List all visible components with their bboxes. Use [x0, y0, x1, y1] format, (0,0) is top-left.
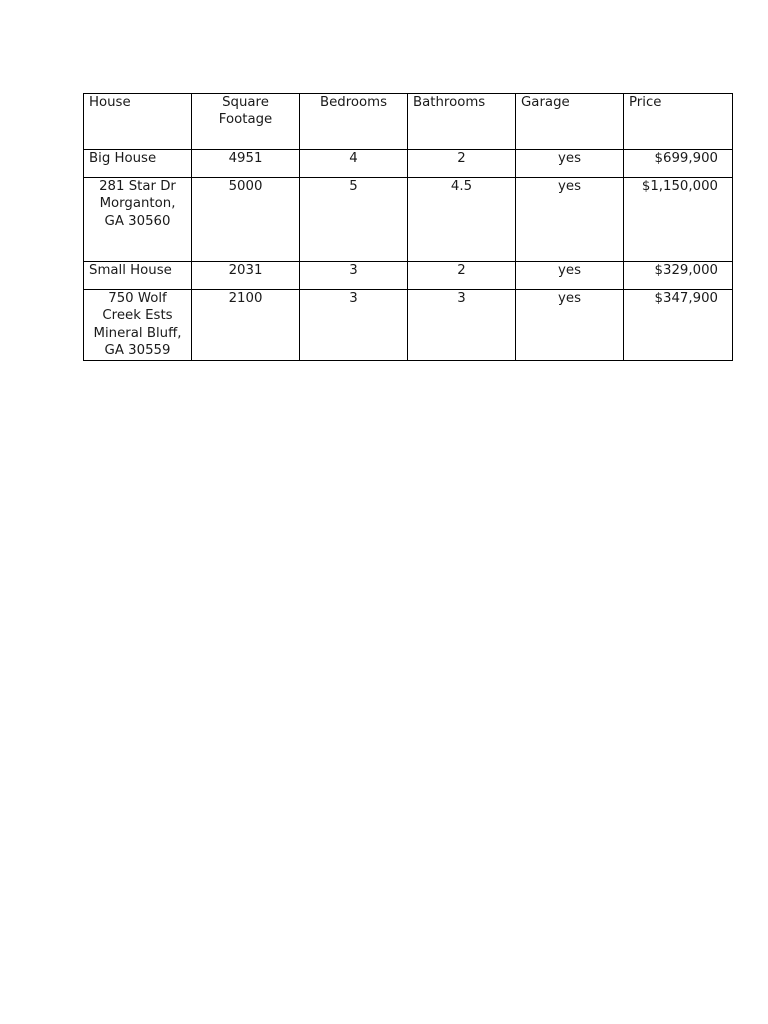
header-square-footage	[192, 94, 300, 150]
cell-garage: yes	[516, 150, 624, 178]
cell-bathrooms: 4.5	[408, 178, 516, 262]
table-row	[84, 178, 733, 262]
cell-house: Small House	[84, 262, 192, 290]
cell-square-footage: 2031	[192, 262, 300, 290]
cell-house: Big House	[84, 150, 192, 178]
header-garage: Garage	[516, 94, 624, 150]
table-row	[84, 150, 733, 178]
cell-square-footage: 4951	[192, 150, 300, 178]
cell-house: 281 Star Dr Morganton, GA 30560	[84, 178, 192, 262]
header-price: Price	[624, 94, 733, 150]
cell-garage: yes	[516, 290, 624, 361]
cell-bedrooms: 3	[300, 290, 408, 361]
cell-bathrooms: 2	[408, 262, 516, 290]
cell-bathrooms: 3	[408, 290, 516, 361]
cell-bedrooms: 5	[300, 178, 408, 262]
table-row	[84, 290, 733, 361]
cell-price: $1,150,000	[624, 178, 733, 262]
cell-price: $699,900	[624, 150, 733, 178]
header-bedrooms: Bedrooms	[300, 94, 408, 150]
header-square-footage-text: Square Footage	[218, 95, 273, 128]
cell-garage: yes	[516, 178, 624, 262]
cell-price: $329,000	[624, 262, 733, 290]
cell-bedrooms: 3	[300, 262, 408, 290]
house-comparison-table	[83, 93, 733, 361]
header-bathrooms: Bathrooms	[408, 94, 516, 150]
table-row	[84, 262, 733, 290]
cell-square-footage: 5000	[192, 178, 300, 262]
cell-square-footage: 2100	[192, 290, 300, 361]
table-header-row	[84, 94, 733, 150]
cell-garage: yes	[516, 262, 624, 290]
cell-price: $347,900	[624, 290, 733, 361]
cell-house: 750 Wolf Creek Ests Mineral Bluff, GA 30559	[84, 290, 192, 361]
header-house: House	[84, 94, 192, 150]
cell-bedrooms: 4	[300, 150, 408, 178]
cell-bathrooms: 2	[408, 150, 516, 178]
